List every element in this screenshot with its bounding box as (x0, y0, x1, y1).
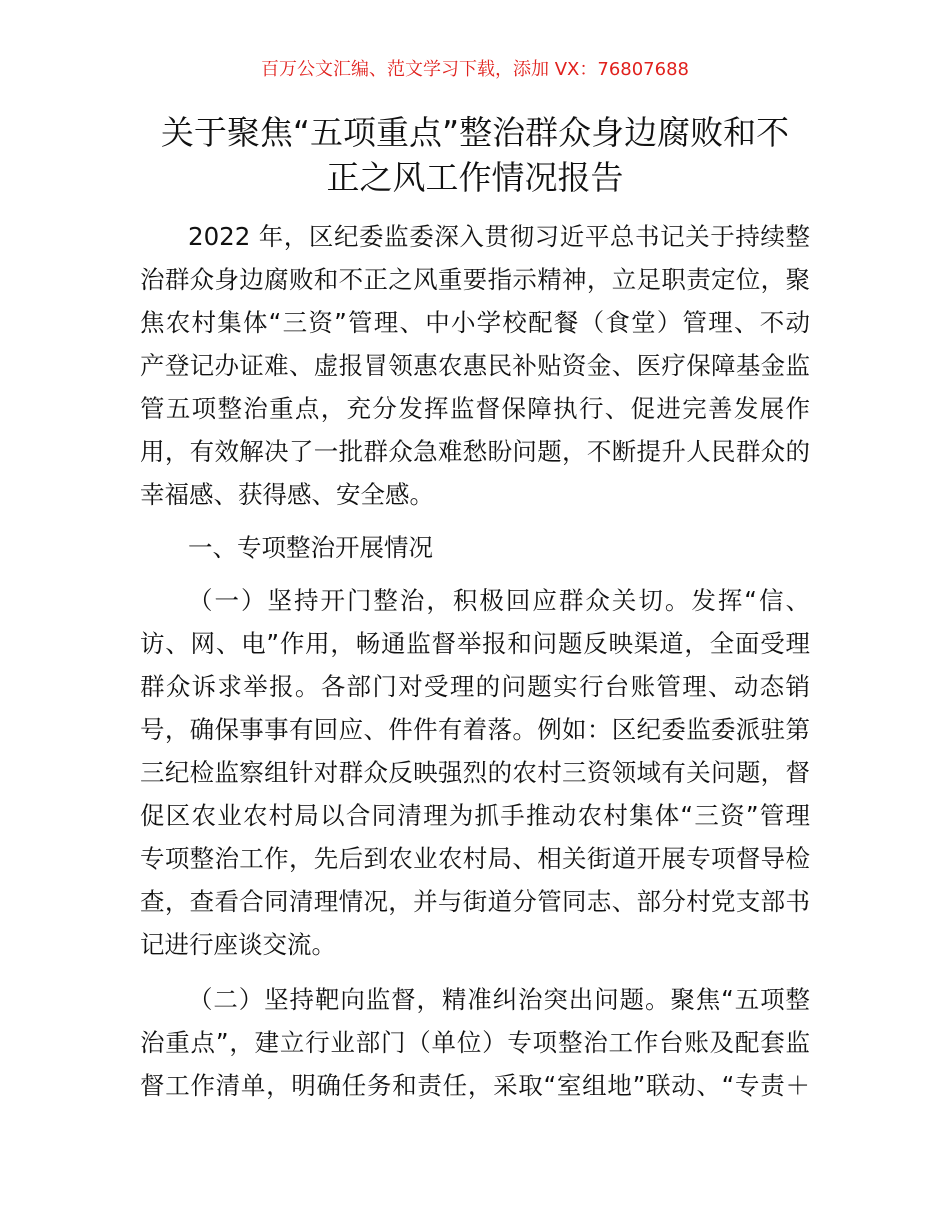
body-line: 产登记办证难、虚报冒领惠农惠民补贴资金、医疗保障基金监 (140, 351, 810, 380)
body-line: （一）坚持开门整治，积极回应群众关切。发挥“信、 (188, 586, 810, 615)
body-line: 记进行座谈交流。 (140, 930, 336, 959)
body-line: 专项整治工作，先后到农业农村局、相关街道开展专项督导检 (140, 844, 810, 873)
title-line: 关于聚焦“五项重点”整治群众身边腐败和不 (160, 113, 790, 152)
body-line: （二）坚持靶向监督，精准纠治突出问题。聚焦“五项整 (188, 985, 810, 1014)
body-line: 号，确保事事有回应、件件有着落。例如：区纪委监委派驻第 (140, 715, 810, 744)
body-line: 2022 年，区纪委监委深入贯彻习近平总书记关于持续整 (188, 222, 810, 251)
body-line: 三纪检监察组针对群众反映强烈的农村三资领域有关问题，督 (140, 758, 810, 787)
body-line: 群众诉求举报。各部门对受理的问题实行台账管理、动态销 (140, 672, 810, 701)
body-line: 用，有效解决了一批群众急难愁盼问题，不断提升人民群众的 (140, 437, 810, 466)
title-line: 正之风工作情况报告 (326, 158, 624, 197)
body-line: 促区农业农村局以合同清理为抓手推动农村集体“三资”管理 (140, 801, 810, 830)
body-line: 督工作清单，明确任务和责任，采取“室组地”联动、“专责＋ (140, 1071, 810, 1100)
section-heading: 一、专项整治开展情况 (188, 533, 433, 562)
body-line: 治重点”，建立行业部门（单位）专项整治工作台账及配套监 (140, 1028, 810, 1057)
body-line: 管五项整治重点，充分发挥监督保障执行、促进完善发展作 (140, 394, 810, 423)
body-line: 幸福感、获得感、安全感。 (140, 480, 434, 509)
body-line: 查，查看合同清理情况，并与街道分管同志、部分村党支部书 (140, 887, 810, 916)
header-note: 百万公文汇编、范文学习下载，添加 VX：76807688 (261, 59, 689, 80)
body-line: 访、网、电”作用，畅通监督举报和问题反映渠道，全面受理 (140, 629, 810, 658)
body-line: 治群众身边腐败和不正之风重要指示精神，立足职责定位，聚 (140, 265, 810, 294)
body-line: 焦农村集体“三资”管理、中小学校配餐（食堂）管理、不动 (140, 308, 810, 337)
